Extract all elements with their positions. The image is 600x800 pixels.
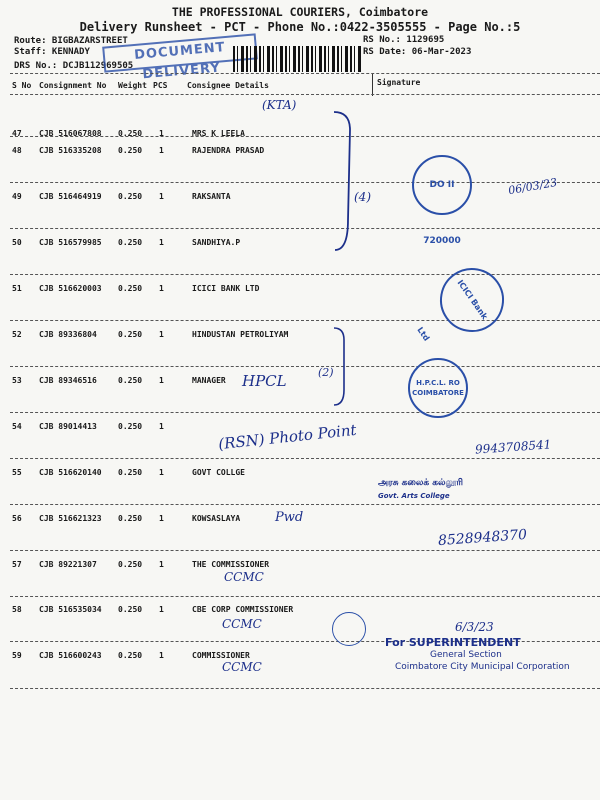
row-consignment: CJB 516620003 — [39, 284, 102, 293]
table-row — [0, 330, 600, 376]
row-pcs: 1 — [159, 605, 164, 614]
row-consignee: RAKSANTA — [192, 192, 231, 201]
col-header-consignment: Consignment No — [39, 81, 107, 90]
row-sno: 50 — [12, 238, 22, 247]
row-consignment: CJB 516464919 — [39, 192, 102, 201]
row-weight: 0.250 — [118, 605, 143, 614]
row-weight: 0.250 — [118, 284, 143, 293]
row-weight: 0.250 — [118, 192, 143, 201]
row-pcs: 1 — [159, 284, 164, 293]
row-divider — [10, 366, 600, 367]
row-sno: 47 — [12, 129, 22, 138]
row-weight: 0.250 — [118, 129, 143, 138]
col-header-consignee: Consignee Details — [187, 81, 269, 90]
header-top-rule — [10, 73, 600, 74]
row-divider — [10, 228, 600, 229]
row-weight: 0.250 — [118, 468, 143, 477]
signature-r56: 8528948370 — [437, 526, 528, 550]
row-consignee: HINDUSTAN PETROLIYAM — [192, 330, 289, 339]
route-label: Route: BIGBAZARSTREET — [14, 36, 128, 46]
brace-rows-47-51 — [334, 112, 350, 250]
row-divider — [10, 458, 600, 459]
college-stamp-tamil: அரசு கலைக் கல்லூரி — [378, 478, 464, 488]
row-consignee: ICICI BANK LTD — [192, 284, 260, 293]
row-weight: 0.250 — [118, 422, 143, 431]
row-pcs: 1 — [159, 376, 164, 385]
row-consignee: RAJENDRA PRASAD — [192, 146, 265, 155]
handwriting-r57: CCMC — [224, 570, 264, 584]
row-divider — [10, 320, 600, 321]
row-consignment: CJB 516620140 — [39, 468, 102, 477]
table-row — [0, 468, 600, 514]
row-consignment: CJB 516067808 — [39, 129, 102, 138]
row-consignment: CJB 516579985 — [39, 238, 102, 247]
row-pcs: 1 — [159, 192, 164, 201]
group-braces — [330, 100, 370, 460]
handwriting-r59: CCMC — [222, 660, 262, 674]
signature-column-divider — [372, 74, 373, 96]
table-row — [0, 651, 600, 697]
row-consignment: CJB 89346516 — [39, 376, 97, 385]
row-consignment: CJB 89014413 — [39, 422, 97, 431]
row-consignment: CJB 516600243 — [39, 651, 102, 660]
row-pcs: 1 — [159, 514, 164, 523]
row-sno: 48 — [12, 146, 22, 155]
row-pcs: 1 — [159, 330, 164, 339]
document-delivery-stamp: DOCUMENT DELIVERY — [102, 33, 258, 72]
hpcl-stamp-text: H.P.C.L. RO COIMBATORE — [412, 379, 464, 397]
row-divider — [10, 688, 600, 689]
row-pcs: 1 — [159, 129, 164, 138]
row-sno: 58 — [12, 605, 22, 614]
signature-r49: 06/03/23 — [507, 175, 559, 198]
rs-number: RS No.: 1129695 — [363, 35, 445, 45]
row-consignee: CBE CORP COMMISSIONER — [192, 605, 294, 614]
corporation-seal — [332, 612, 366, 646]
handwriting-brace-2: (2) — [318, 366, 334, 379]
post-office-stamp: DO II 720000 — [412, 155, 472, 215]
row-consignment: CJB 516535034 — [39, 605, 102, 614]
table-row — [0, 376, 600, 422]
row-pcs: 1 — [159, 422, 164, 431]
barcode — [233, 46, 363, 72]
table-row — [0, 192, 600, 238]
corporation-stamp-line1: For SUPERINTENDENT — [385, 636, 521, 649]
row-consignee: COMMISSIONER — [192, 651, 250, 660]
row-sno: 49 — [12, 192, 22, 201]
corporation-stamp-line3: Coimbatore City Municipal Corporation — [395, 662, 570, 672]
row-weight: 0.250 — [118, 330, 143, 339]
staff-label: Staff: KENNADY — [14, 47, 90, 57]
handwriting-r47: (KTA) — [262, 98, 297, 112]
college-stamp-english: Govt. Arts College — [378, 492, 450, 500]
row-sno: 55 — [12, 468, 22, 477]
row-pcs: 1 — [159, 560, 164, 569]
brace-rows-52-53 — [334, 328, 344, 405]
row-weight: 0.250 — [118, 651, 143, 660]
handwriting-r56: Pwd — [275, 510, 304, 525]
corporation-stamp-line2: General Section — [430, 650, 502, 660]
row-consignee: GOVT COLLGE — [192, 468, 245, 477]
row-consignment: CJB 516621323 — [39, 514, 102, 523]
rs-date: RS Date: 06-Mar-2023 — [363, 47, 472, 57]
row-sno: 54 — [12, 422, 22, 431]
row-sno: 59 — [12, 651, 22, 660]
row-sno: 51 — [12, 284, 22, 293]
row-divider — [10, 136, 600, 137]
handwriting-brace-4: (4) — [354, 190, 371, 204]
row-divider — [10, 596, 600, 597]
row-sno: 56 — [12, 514, 22, 523]
row-divider — [10, 412, 600, 413]
table-row — [0, 560, 600, 606]
row-sno: 52 — [12, 330, 22, 339]
col-header-weight: Weight — [118, 81, 147, 90]
row-consignee: THE COMMISSIONER — [192, 560, 270, 569]
row-sno: 53 — [12, 376, 22, 385]
handwriting-r58: CCMC — [222, 617, 262, 631]
company-title: THE PROFESSIONAL COURIERS, Coimbatore — [171, 5, 429, 19]
col-header-signature: Signature — [377, 78, 421, 87]
row-weight: 0.250 — [118, 238, 143, 247]
signature-r54: 9943708541 — [474, 437, 552, 457]
row-divider — [10, 504, 600, 505]
row-consignee: MANAGER — [192, 376, 226, 385]
table-row — [0, 284, 600, 330]
row-consignee: KOWSASLAYA — [192, 514, 241, 523]
handwriting-r54: (RSN) Photo Point — [217, 420, 358, 454]
col-header-pcs: PCS — [153, 81, 168, 90]
row-weight: 0.250 — [118, 514, 143, 523]
row-weight: 0.250 — [118, 560, 143, 569]
drs-number: DRS No.: DCJB112969505 — [14, 61, 134, 71]
row-sno: 57 — [12, 560, 22, 569]
row-pcs: 1 — [159, 146, 164, 155]
header-bottom-rule — [10, 94, 600, 95]
col-header-sno: S No — [12, 81, 32, 90]
row-consignment: CJB 89221307 — [39, 560, 97, 569]
row-weight: 0.250 — [118, 376, 143, 385]
row-pcs: 1 — [159, 238, 164, 247]
handwriting-r53: HPCL — [242, 372, 287, 390]
signature-r58: 6/3/23 — [455, 620, 494, 634]
row-pcs: 1 — [159, 651, 164, 660]
row-weight: 0.250 — [118, 146, 143, 155]
runsheet-subtitle: Delivery Runsheet - PCT - Phone No.:0422-3505555 - Page No.:5 — [79, 20, 521, 34]
row-consignee: MRS K LEELA — [192, 129, 245, 138]
row-divider — [10, 550, 600, 551]
row-consignment: CJB 89336804 — [39, 330, 97, 339]
row-consignment: CJB 516335208 — [39, 146, 102, 155]
row-pcs: 1 — [159, 468, 164, 477]
row-divider — [10, 274, 600, 275]
hpcl-stamp — [408, 358, 468, 418]
row-consignee: SANDHIYA.P — [192, 238, 241, 247]
icici-stamp: ICICI Bank Ltd — [427, 255, 516, 344]
table-row — [0, 238, 600, 284]
